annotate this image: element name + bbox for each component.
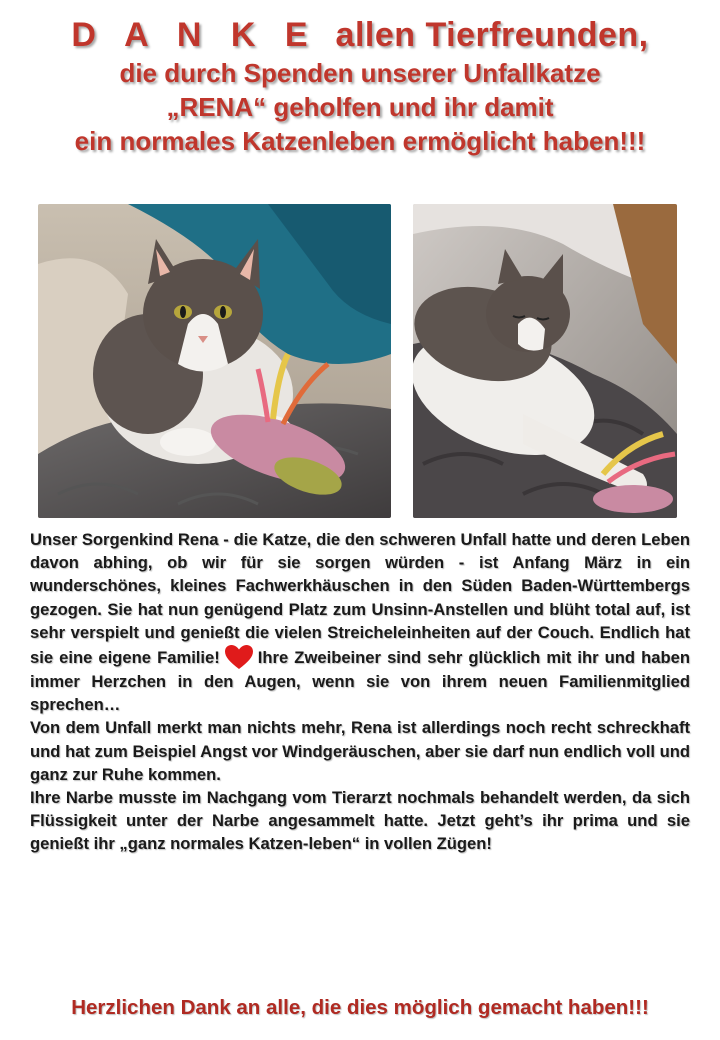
sleeping-cat-photo-icon [413,204,677,518]
headline-line-1 [0,14,720,56]
headline-line-2: die durch Spenden unserer Unfallkatze [119,58,601,88]
headline-danke: D A N K E [71,16,318,54]
story-text [30,528,690,856]
closing-line: Herzlichen Dank an alle, die dies möglich gemacht haben!!! [71,996,649,1019]
cat-photo-with-toy-icon [38,204,391,518]
story-paragraph-3: Ihre Narbe musste im Nachgang vom Tierarzt nochmals behandelt werden, da sich Flüssigkeit unter der Narbe angesammelt hatte. Jetzt geht’s ihr prima und sie genießt ihr „ganz normales Katzen-leben“ in vollen Zügen! [30,788,690,854]
headline [0,14,720,158]
story-paragraph-1-part-1: Unser Sorgenkind Rena - die Katze, die den schweren Unfall hatte und deren Leben davon abhing, ob wir für sie sorgen würden - ist Anfang März in ein wunderschönes, kleines Fachwerkhäuschen in den Süden Baden-Württembergs gezogen. Sie hat nun genügend Platz zum Unsinn-Anstellen und blüht total auf, ist sehr verspielt und genießt die vielen Streicheleinheiten auf der Couch. Endlich hat sie eine eigene Familie! [30,530,690,668]
headline-line-3: „RENA“ geholfen und ihr damit [166,92,554,122]
story-paragraph-2: Von dem Unfall merkt man nichts mehr, Rena ist allerdings noch recht schreckhaft und hat zum Beispiel Angst vor Windgeräuschen, aber sie darf nun endlich voll und ganz zur Ruhe kommen. [30,718,690,784]
heart-icon [224,644,254,670]
headline-line-1-rest: allen Tierfreunden, [335,16,649,54]
headline-line-4: ein normales Katzenleben ermöglicht haben!!! [74,126,646,156]
story-paragraph-1-part-2: Ihre Zweibeiner sind sehr glücklich mit ihr und haben immer Herzchen in den Augen, wenn sie von ihrem neuen Familienmitglied sprechen… [30,648,690,715]
story-paragraph-1 [30,528,690,716]
